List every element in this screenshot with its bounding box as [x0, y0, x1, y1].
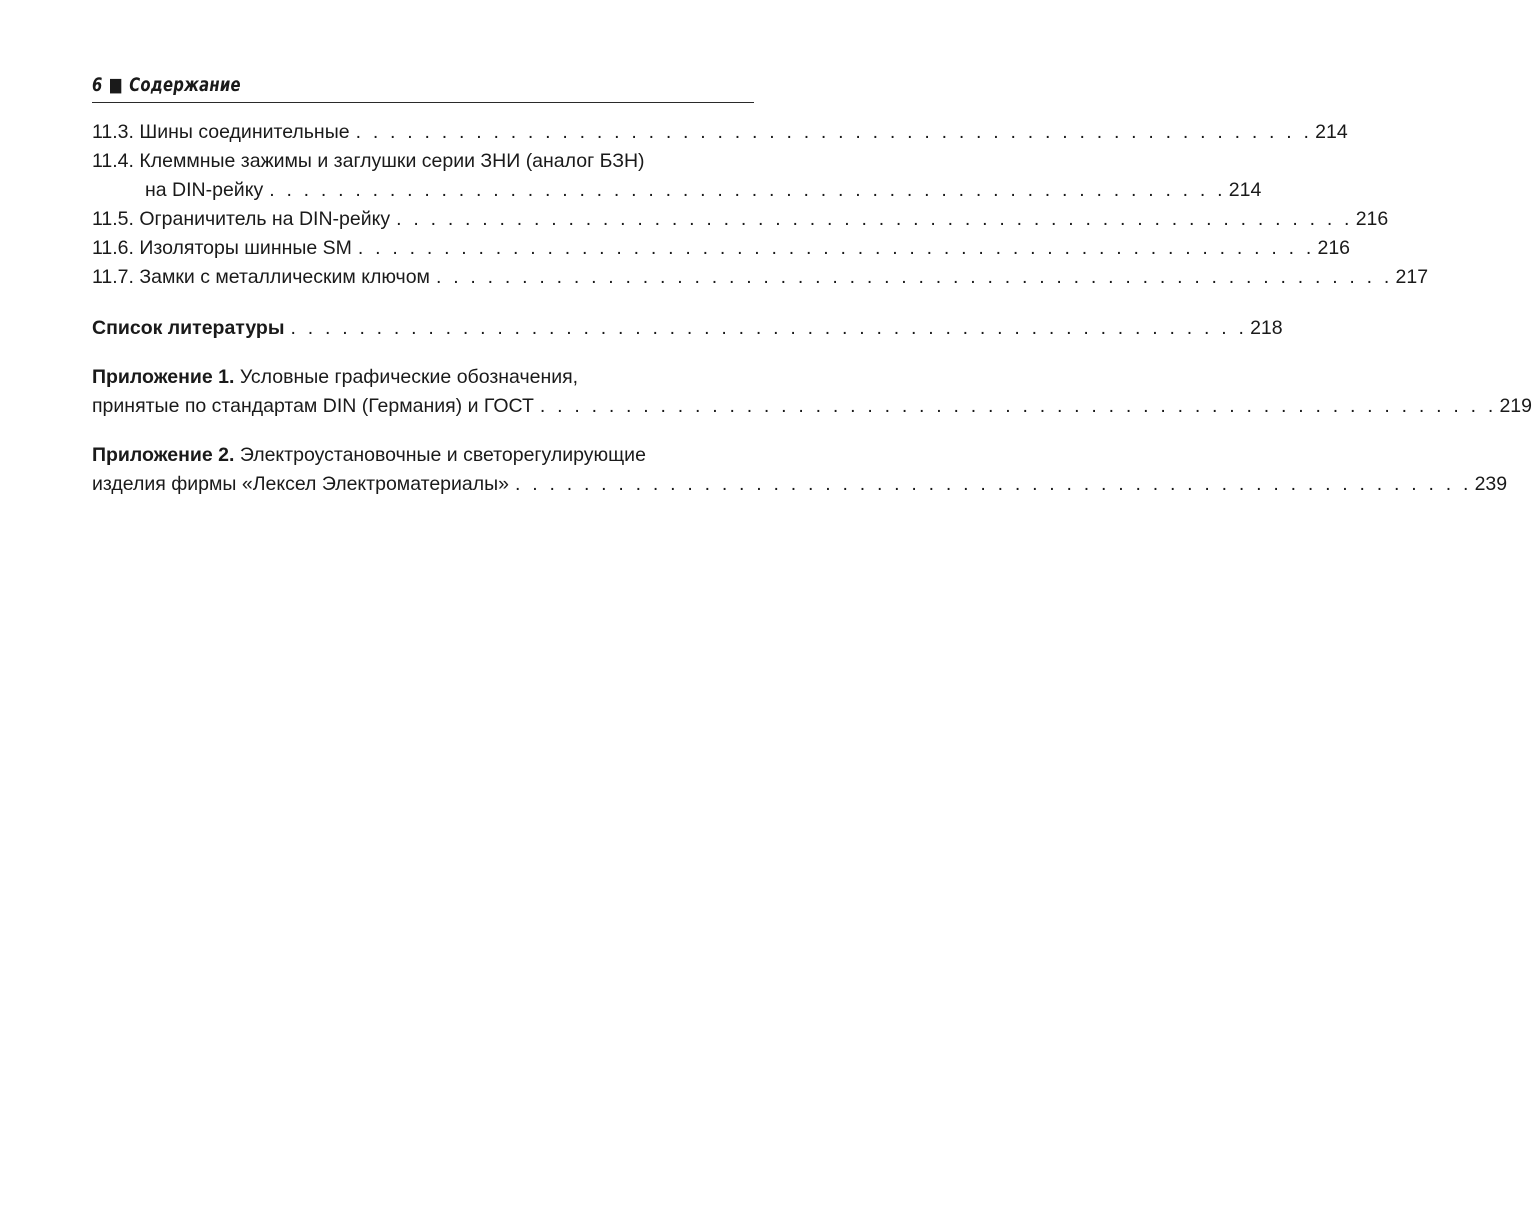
entry-page: 219: [1499, 395, 1532, 417]
entry-title: Список литературы: [92, 317, 285, 339]
toc-entry-bibliography[interactable]: [92, 314, 1283, 343]
dot-leader: . . . . . . . . . . . . . . . . . . . . . . . . . . . . . . . . . . . . . . . . . . . . . . . . . . . . . . . .: [435, 266, 1393, 288]
entry-page: 239: [1474, 473, 1508, 495]
entry-title: Шины соединительные: [139, 121, 350, 143]
entry-page: 217: [1395, 266, 1429, 288]
dot-leader: . . . . . . . . . . . . . . . . . . . . . . . . . . . . . . . . . . . . . . . . . . . . . . . . . . . . . . . .: [396, 208, 1353, 230]
entry-number: 11.4.: [92, 150, 134, 172]
dot-leader: . . . . . . . . . . . . . . . . . . . . . . . . . . . . . . . . . . . . . . . . . . . . . . . . . . . . . . . .: [290, 317, 1248, 339]
dot-leader: . . . . . . . . . . . . . . . . . . . . . . . . . . . . . . . . . . . . . . . . . . . . . . . . . . . . . . . .: [357, 237, 1315, 259]
entry-title: Замки с металлическим ключом: [139, 266, 430, 288]
page-number: 6: [92, 74, 103, 96]
entry-page: 214: [1315, 121, 1348, 143]
dot-leader: . . . . . . . . . . . . . . . . . . . . . . . . . . . . . . . . . . . . . . . . . . . . . . . . . . . . . . . .: [539, 395, 1497, 417]
entry-page: 218: [1250, 317, 1283, 339]
dot-leader: . . . . . . . . . . . . . . . . . . . . . . . . . . . . . . . . . . . . . . . . . . . . . . . . . . . . . . . .: [269, 179, 1226, 201]
entry-title-line1: Клеммные зажимы и заглушки серии ЗНИ (аналог БЗН): [139, 150, 645, 172]
toc-entry-appendix-1[interactable]: [92, 363, 1532, 421]
entry-number: 11.5.: [92, 208, 134, 230]
entry-title-line2: изделия фирмы «Лексел Электроматериалы»: [92, 473, 509, 495]
toc-entry-appendix-2[interactable]: [92, 441, 1508, 499]
entry-page: 214: [1228, 179, 1262, 201]
toc-entry-11-4[interactable]: [92, 147, 1262, 205]
entry-title: Ограничитель на DIN-рейку: [139, 208, 391, 230]
dot-leader: . . . . . . . . . . . . . . . . . . . . . . . . . . . . . . . . . . . . . . . . . . . . . . . . . . . . . . . .: [355, 121, 1313, 143]
entry-number: 11.7.: [92, 266, 134, 288]
entry-title-line1: Электроустановочные и светорегулирующие: [239, 444, 646, 466]
entry-title: Изоляторы шинные SM: [139, 237, 352, 259]
entry-title-line2: на DIN-рейку: [145, 179, 264, 201]
entry-title-line2: принятые по стандартам DIN (Германия) и ГОСТ: [92, 395, 534, 417]
dot-leader: . . . . . . . . . . . . . . . . . . . . . . . . . . . . . . . . . . . . . . . . . . . . . . . . . . . . . . . .: [515, 473, 1472, 495]
entry-page: 216: [1355, 208, 1389, 230]
entry-page: 216: [1317, 237, 1351, 259]
header-title: Содержание: [129, 74, 241, 96]
entry-number: 11.3.: [92, 121, 134, 143]
table-of-contents: [92, 118, 1532, 499]
running-header: [92, 72, 754, 103]
header-text: [92, 74, 241, 96]
toc-entry-11-5[interactable]: [92, 205, 1389, 234]
header-separator: ■: [108, 74, 124, 96]
toc-entry-11-6[interactable]: [92, 234, 1351, 263]
entry-label: Приложение 2.: [92, 444, 235, 466]
toc-entry-11-7[interactable]: [92, 263, 1429, 292]
toc-entry-11-3[interactable]: [92, 118, 1348, 147]
entry-number: 11.6.: [92, 237, 134, 259]
entry-title-line1: Условные графические обозначения,: [239, 366, 579, 388]
entry-label: Приложение 1.: [92, 366, 235, 388]
